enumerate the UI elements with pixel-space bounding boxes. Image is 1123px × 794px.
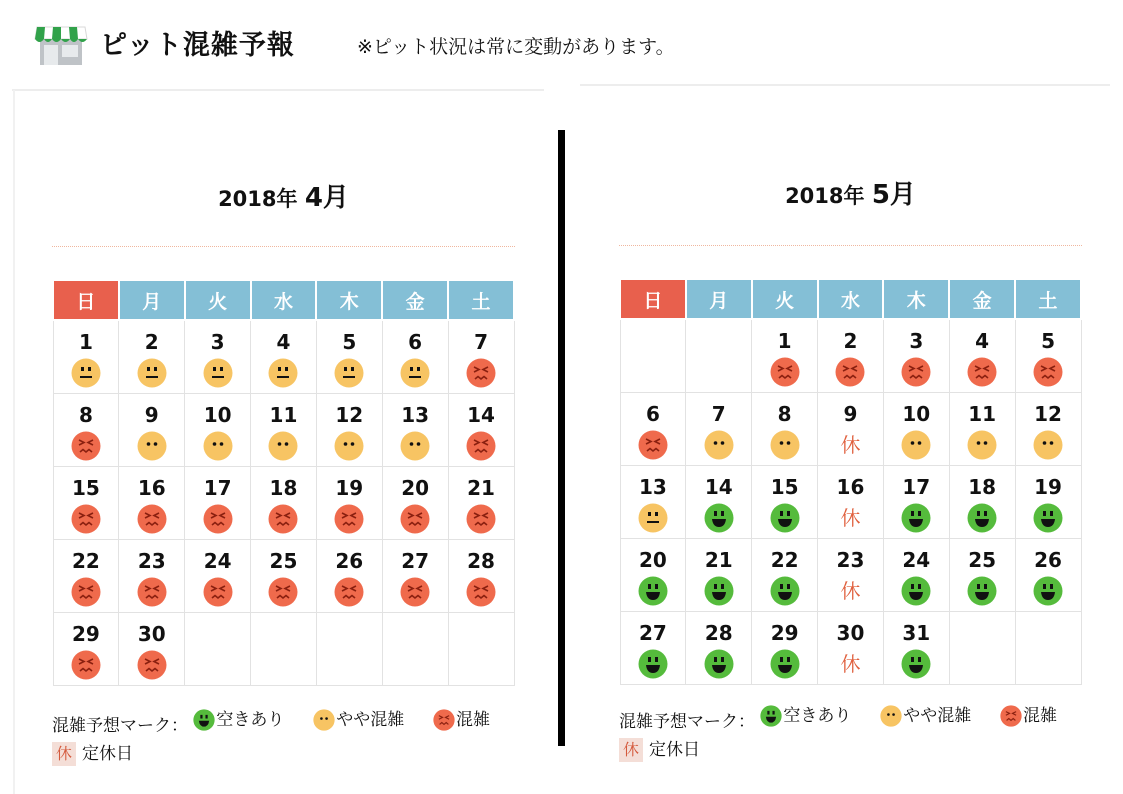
day-cell — [53, 613, 119, 686]
calendar-month: 4月 — [304, 183, 349, 213]
day-number: 16 — [836, 475, 865, 499]
day-cell — [620, 612, 686, 685]
smile-face-icon — [967, 503, 997, 533]
dot-eyes-face-icon — [137, 431, 167, 461]
day-number: 24 — [203, 549, 232, 573]
day-number: 12 — [1034, 402, 1062, 426]
day-number: 21 — [467, 476, 495, 500]
empty-day-cell — [1015, 612, 1081, 685]
empty-day-cell — [382, 613, 448, 686]
day-cell — [185, 394, 251, 467]
day-cell — [185, 320, 251, 394]
closed-day-mark: 休 — [840, 433, 861, 457]
empty-day-cell — [686, 319, 752, 393]
weekday-header-mon: 月 — [119, 280, 185, 320]
day-cell — [1015, 466, 1081, 539]
smile-face-icon — [770, 649, 800, 679]
day-number: 19 — [335, 476, 364, 500]
congestion-legend — [619, 702, 1057, 764]
content-frame-line — [13, 90, 15, 794]
legend-busy — [433, 706, 490, 734]
day-number: 18 — [968, 475, 997, 499]
frown-face-icon — [137, 577, 167, 607]
day-number: 23 — [137, 549, 166, 573]
day-number: 23 — [836, 548, 865, 572]
day-cell — [382, 467, 448, 540]
empty-day-cell — [316, 613, 382, 686]
day-cell — [818, 319, 884, 393]
calendar-week-row — [53, 467, 514, 540]
frown-face-icon — [901, 357, 931, 387]
day-cell — [382, 394, 448, 467]
closed-day-mark: 休 — [840, 652, 861, 676]
dot-eyes-face-icon — [268, 431, 298, 461]
frown-face-icon — [137, 504, 167, 534]
day-number: 13 — [401, 403, 430, 427]
day-number: 11 — [968, 402, 997, 426]
weekday-header-thu: 木 — [316, 280, 382, 320]
smile-face-icon — [704, 649, 734, 679]
frown-face-icon — [400, 504, 430, 534]
day-cell — [316, 394, 382, 467]
day-number: 11 — [269, 403, 298, 427]
neutral-face-icon — [880, 705, 902, 727]
legend-available-text: 空きあり — [216, 710, 285, 730]
day-number: 4 — [975, 329, 990, 353]
day-cell — [818, 612, 884, 685]
frown-face-icon — [400, 577, 430, 607]
frown-face-icon — [466, 504, 496, 534]
day-number: 10 — [203, 403, 232, 427]
calendar-month: 5月 — [871, 180, 916, 210]
day-cell — [53, 467, 119, 540]
smile-face-icon — [770, 503, 800, 533]
frown-face-icon — [203, 504, 233, 534]
day-cell — [53, 320, 119, 394]
dot-eyes-face-icon — [704, 430, 734, 460]
day-number: 4 — [276, 330, 291, 354]
day-cell — [620, 466, 686, 539]
day-cell — [818, 466, 884, 539]
day-number: 3 — [210, 330, 225, 354]
calendar-grid — [52, 279, 515, 686]
frown-face-icon — [433, 709, 455, 731]
legend-label: 混雑予想マーク： — [619, 712, 755, 732]
dot-eyes-face-icon — [1033, 430, 1063, 460]
day-number: 25 — [269, 549, 298, 573]
day-cell — [448, 320, 514, 394]
calendar-title — [619, 177, 1082, 213]
day-number: 28 — [467, 549, 495, 573]
smile-face-icon — [901, 503, 931, 533]
day-cell — [1015, 393, 1081, 466]
day-number: 14 — [467, 403, 495, 427]
day-cell — [119, 467, 185, 540]
day-number: 13 — [639, 475, 667, 499]
calendar-year: 2018年 — [218, 187, 298, 211]
day-cell — [818, 393, 884, 466]
calendar-week-row — [53, 613, 514, 686]
day-number: 8 — [777, 402, 792, 426]
neutral-face-icon — [137, 358, 167, 388]
day-number: 2 — [144, 330, 159, 354]
smile-face-icon — [770, 576, 800, 606]
calendar-may — [619, 177, 1082, 685]
day-number: 10 — [902, 402, 931, 426]
smile-face-icon — [638, 576, 668, 606]
day-cell — [119, 394, 185, 467]
frown-face-icon — [334, 577, 364, 607]
neutral-face-icon — [71, 358, 101, 388]
day-cell — [448, 467, 514, 540]
calendar-title — [52, 180, 515, 216]
frown-face-icon — [466, 577, 496, 607]
day-cell — [119, 320, 185, 394]
legend-busy-text: 混雑 — [1023, 706, 1058, 726]
day-cell — [949, 539, 1015, 612]
weekday-header-sun: 日 — [620, 279, 686, 319]
title-divider — [619, 245, 1082, 246]
closed-day-symbol: 休 — [619, 738, 643, 762]
weekday-header-tue: 火 — [185, 280, 251, 320]
day-cell — [251, 540, 317, 613]
day-cell — [251, 394, 317, 467]
frown-face-icon — [71, 504, 101, 534]
day-cell — [686, 393, 752, 466]
day-number: 30 — [836, 621, 865, 645]
day-cell — [686, 612, 752, 685]
day-number: 5 — [342, 330, 357, 354]
weekday-header-wed: 水 — [818, 279, 884, 319]
day-cell — [382, 320, 448, 394]
day-number: 31 — [902, 621, 931, 645]
weekday-header-mon: 月 — [686, 279, 752, 319]
day-cell — [752, 466, 818, 539]
header-divider-left — [12, 89, 544, 91]
calendar-week-row — [620, 393, 1081, 466]
smile-face-icon — [967, 576, 997, 606]
day-cell — [185, 540, 251, 613]
closed-day-label: 定休日 — [649, 740, 700, 760]
empty-day-cell — [620, 319, 686, 393]
empty-day-cell — [949, 612, 1015, 685]
day-cell — [251, 467, 317, 540]
smile-face-icon — [901, 649, 931, 679]
weekday-header-fri: 金 — [382, 280, 448, 320]
frown-face-icon — [638, 430, 668, 460]
day-number: 7 — [474, 330, 488, 354]
smile-face-icon — [760, 705, 782, 727]
frown-face-icon — [71, 577, 101, 607]
legend-available — [760, 702, 851, 730]
day-cell — [752, 319, 818, 393]
frown-face-icon — [967, 357, 997, 387]
frown-face-icon — [71, 431, 101, 461]
day-number: 12 — [335, 403, 364, 427]
congestion-legend — [52, 706, 490, 768]
frown-face-icon — [466, 358, 496, 388]
calendar-grid — [619, 278, 1082, 685]
day-number: 22 — [72, 549, 100, 573]
frown-face-icon — [71, 650, 101, 680]
dot-eyes-face-icon — [770, 430, 800, 460]
legend-somewhat-busy-text: やや混雑 — [336, 710, 405, 730]
calendar-week-row — [620, 466, 1081, 539]
closed-day-mark: 休 — [840, 579, 861, 603]
neutral-face-icon — [334, 358, 364, 388]
weekday-header-fri: 金 — [949, 279, 1015, 319]
day-cell — [752, 539, 818, 612]
day-cell — [883, 539, 949, 612]
day-cell — [620, 393, 686, 466]
day-cell — [251, 320, 317, 394]
legend-row — [52, 740, 490, 768]
day-cell — [686, 466, 752, 539]
day-cell — [883, 319, 949, 393]
neutral-face-icon — [400, 358, 430, 388]
empty-day-cell — [251, 613, 317, 686]
day-number: 15 — [72, 476, 100, 500]
day-number: 1 — [78, 330, 93, 354]
dot-eyes-face-icon — [334, 431, 364, 461]
day-cell — [448, 394, 514, 467]
page-title: ピット混雑予報 — [100, 30, 295, 61]
smile-face-icon — [704, 576, 734, 606]
frown-face-icon — [268, 577, 298, 607]
frown-face-icon — [203, 577, 233, 607]
day-number: 29 — [72, 622, 100, 646]
day-cell — [119, 540, 185, 613]
legend-available — [193, 706, 284, 734]
legend-somewhat-busy — [313, 706, 404, 734]
day-number: 15 — [770, 475, 799, 499]
day-cell — [316, 320, 382, 394]
calendar-week-row — [53, 394, 514, 467]
day-cell — [752, 612, 818, 685]
weekday-header-sun: 日 — [53, 280, 119, 320]
day-cell — [883, 466, 949, 539]
day-number: 17 — [902, 475, 931, 499]
day-cell — [1015, 319, 1081, 393]
day-number: 19 — [1034, 475, 1062, 499]
day-cell — [752, 393, 818, 466]
frown-face-icon — [334, 504, 364, 534]
day-cell — [382, 540, 448, 613]
closed-day-label: 定休日 — [82, 744, 133, 764]
neutral-face-icon — [268, 358, 298, 388]
day-number: 16 — [137, 476, 166, 500]
smile-face-icon — [901, 576, 931, 606]
day-number: 1 — [777, 329, 792, 353]
smile-face-icon — [1033, 503, 1063, 533]
frown-face-icon — [835, 357, 865, 387]
dot-eyes-face-icon — [400, 431, 430, 461]
day-cell — [316, 540, 382, 613]
header-divider-right — [580, 84, 1110, 86]
legend-somewhat-busy-text: やや混雑 — [903, 706, 972, 726]
calendar-divider — [558, 130, 565, 746]
day-number: 3 — [909, 329, 924, 353]
page-header — [0, 0, 1123, 90]
day-cell — [316, 467, 382, 540]
weekday-header-sat: 土 — [448, 280, 514, 320]
legend-somewhat-busy — [880, 702, 971, 730]
frown-face-icon — [466, 431, 496, 461]
day-number: 6 — [645, 402, 660, 426]
frown-face-icon — [137, 650, 167, 680]
dot-eyes-face-icon — [203, 431, 233, 461]
day-cell — [53, 394, 119, 467]
closed-day-symbol: 休 — [52, 742, 76, 766]
legend-label: 混雑予想マーク： — [52, 716, 188, 736]
smile-face-icon — [193, 709, 215, 731]
day-number: 30 — [137, 622, 166, 646]
neutral-face-icon — [313, 709, 335, 731]
day-number: 17 — [203, 476, 232, 500]
shop-icon — [34, 23, 88, 67]
day-cell — [620, 539, 686, 612]
day-cell — [949, 393, 1015, 466]
legend-busy-text: 混雑 — [456, 710, 491, 730]
empty-day-cell — [185, 613, 251, 686]
day-number: 24 — [902, 548, 931, 572]
day-number: 28 — [704, 621, 733, 645]
day-cell — [119, 613, 185, 686]
day-number: 2 — [843, 329, 858, 353]
legend-row — [619, 702, 1057, 736]
smile-face-icon — [638, 649, 668, 679]
day-number: 9 — [843, 402, 858, 426]
frown-face-icon — [770, 357, 800, 387]
neutral-face-icon — [203, 358, 233, 388]
day-number: 14 — [704, 475, 733, 499]
day-number: 22 — [770, 548, 799, 572]
day-number: 26 — [1034, 548, 1062, 572]
day-cell — [448, 540, 514, 613]
calendar-week-row — [620, 319, 1081, 393]
day-number: 9 — [144, 403, 159, 427]
day-number: 20 — [401, 476, 430, 500]
day-cell — [883, 393, 949, 466]
day-number: 27 — [401, 549, 430, 573]
day-cell — [949, 466, 1015, 539]
weekday-header-sat: 土 — [1015, 279, 1081, 319]
day-number: 7 — [711, 402, 726, 426]
smile-face-icon — [1033, 576, 1063, 606]
legend-busy — [1000, 702, 1057, 730]
title-divider — [52, 246, 515, 247]
day-cell — [883, 612, 949, 685]
day-cell — [949, 319, 1015, 393]
legend-available-text: 空きあり — [783, 706, 852, 726]
day-number: 20 — [639, 548, 667, 572]
dot-eyes-face-icon — [967, 430, 997, 460]
smile-face-icon — [704, 503, 734, 533]
day-number: 27 — [639, 621, 667, 645]
calendar-week-row — [53, 320, 514, 394]
day-number: 6 — [408, 330, 423, 354]
day-number: 5 — [1041, 329, 1055, 353]
calendar-week-row — [620, 539, 1081, 612]
day-cell — [818, 539, 884, 612]
empty-day-cell — [448, 613, 514, 686]
day-cell — [686, 539, 752, 612]
day-cell — [1015, 539, 1081, 612]
legend-row — [619, 736, 1057, 764]
day-number: 21 — [704, 548, 733, 572]
calendar-week-row — [620, 612, 1081, 685]
weekday-header-thu: 木 — [883, 279, 949, 319]
frown-face-icon — [268, 504, 298, 534]
calendar-april — [52, 180, 515, 686]
day-cell — [53, 540, 119, 613]
weekday-header-tue: 火 — [752, 279, 818, 319]
pit-status-notice: ※ピット状況は常に変動があります。 — [357, 36, 675, 58]
legend-row — [52, 706, 490, 740]
dot-eyes-face-icon — [901, 430, 931, 460]
frown-face-icon — [1000, 705, 1022, 727]
calendar-year: 2018年 — [785, 184, 865, 208]
frown-face-icon — [1033, 357, 1063, 387]
day-number: 25 — [968, 548, 997, 572]
day-number: 29 — [770, 621, 799, 645]
day-number: 26 — [335, 549, 364, 573]
day-cell — [185, 467, 251, 540]
day-number: 18 — [269, 476, 298, 500]
day-number: 8 — [78, 403, 93, 427]
neutral-face-icon — [638, 503, 668, 533]
weekday-header-wed: 水 — [251, 280, 317, 320]
calendar-week-row — [53, 540, 514, 613]
closed-day-mark: 休 — [840, 506, 861, 530]
